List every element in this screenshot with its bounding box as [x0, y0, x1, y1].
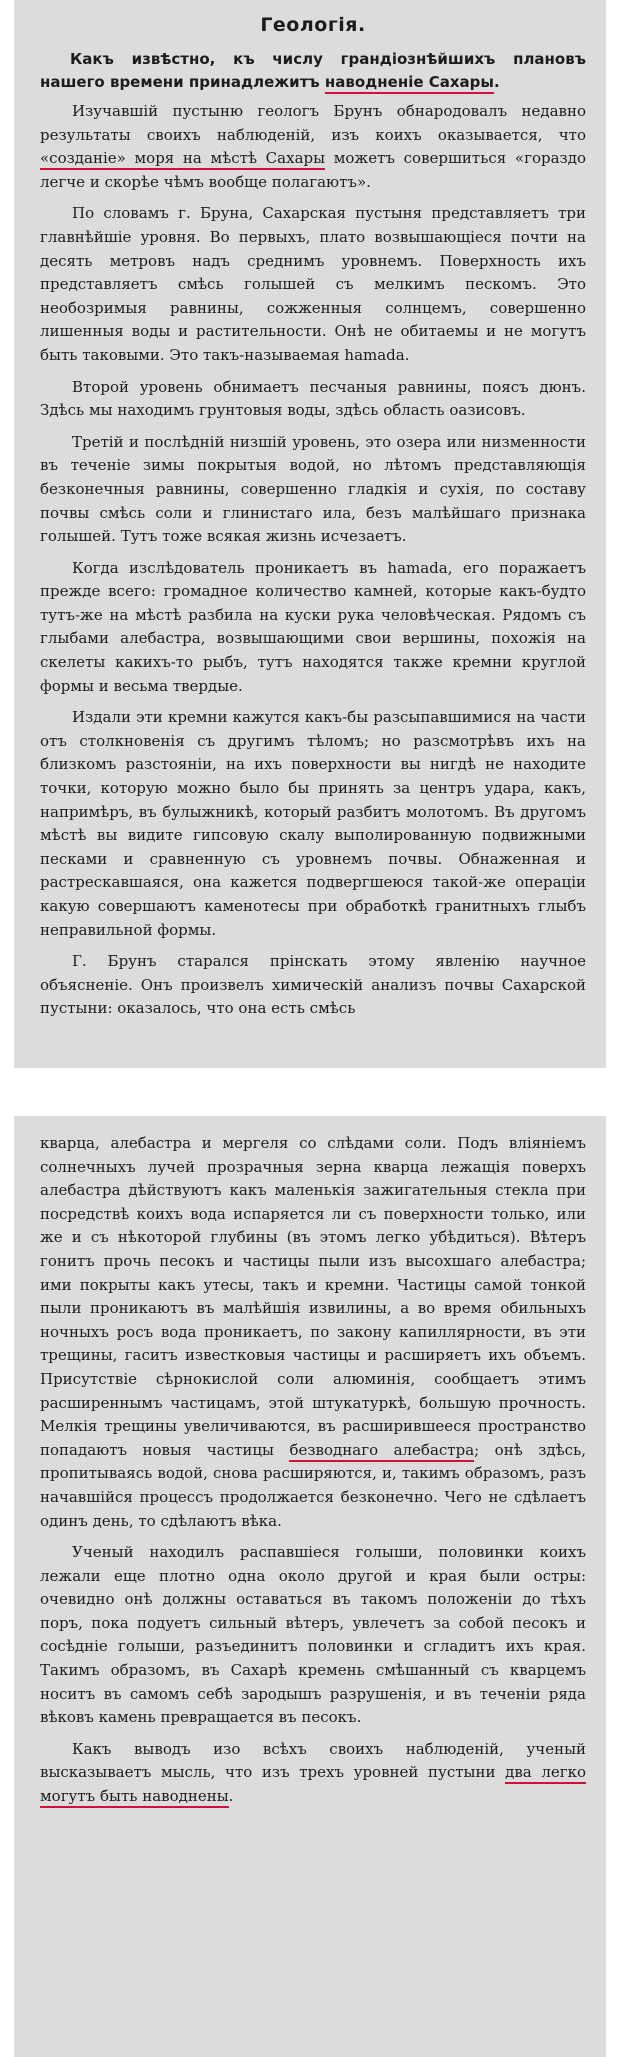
paragraph-8 — [40, 1132, 586, 1533]
paragraph-10-underlined-phrase: два легко могутъ быть наводнены — [40, 1763, 586, 1808]
paragraph-6: Издали эти кремни кажутся какъ-бы разсыпавшимися на части отъ столкновенія съ другимъ тѣломъ; но разсмотрѣвъ ихъ на близкомъ разстояніи, на ихъ поверхности вы нигдѣ не находите точки, которую можно было бы принять за центръ удара, какъ, напримѣръ, въ булыжникѣ, который разбитъ молотомъ. Въ другомъ мѣстѣ вы видите гипсовую скалу выполированную подвижными песками и сравненную съ уровнемъ почвы. Обнаженная и растрескавшаяся, она кажется подвергшеюся такой-же операціи какую совершаютъ каменотесы при обработкѣ гранитныхъ глыбъ неправильной формы. — [40, 708, 586, 939]
paragraph-8-before: кварца, алебастра и мергеля со слѣдами соли. Подъ вліяніемъ солнечныхъ лучей прозрачныя зерна кварца лежащія поверхъ алебастра дѣйствуютъ какъ маленькія зажигательныя стекла при посредствѣ коихъ вода испаряется ли съ поверхности только, или же и съ нѣкоторой глубины (въ этомъ легко убѣдиться). Вѣтеръ гонитъ прочь песокъ и частицы пыли изъ высохшаго алебастра; ими покрыты какъ утесы, такъ и кремни. Частицы самой тонкой пыли проникаютъ въ малѣйшія извилины, а во время обильныхъ ночныхъ росъ вода проникаетъ, по закону капиллярности, въ эти трещины, гаситъ известковыя частицы и расширяетъ ихъ объемъ. Присутствіе сѣрнокислой соли алюминія, сообщаетъ этимъ расширеннымъ частицамъ, этой штукатуркѣ, большую прочность. Мелкія трещины увеличиваются, въ расширившееся пространство попадаютъ новыя частицы — [40, 1134, 586, 1459]
paragraph-10-after: . — [228, 1787, 234, 1806]
paragraph-1-after: можетъ совершиться «гораздо легче и скорѣе чѣмъ вообще полагаютъ». — [40, 149, 586, 191]
paragraph-10 — [40, 1738, 586, 1809]
paragraph-1-before: Изучавшій пустыню геологъ Брунъ обнародовалъ недавно результаты своихъ наблюденій, изъ коихъ оказывается, что — [40, 102, 586, 144]
page-scan-1 — [14, 0, 606, 1068]
lead-text-after: . — [493, 73, 500, 91]
paragraph-8-after: ; онѣ здѣсь, пропитываясь водой, снова расширяются, и, такимъ образомъ, разъ начавшійся процессъ продолжается безконечно. Чего не сдѣлаетъ одинъ день, то сдѣлаютъ вѣка. — [40, 1440, 586, 1530]
article-lead — [40, 48, 586, 94]
paragraph-2: По словамъ г. Бруна, Сахарская пустыня представляетъ три главнѣйшіе уровня. Во первыхъ, плато возвышающіеся почти на десять метровъ надъ среднимъ уровнемъ. Поверхность ихъ представляетъ смѣсь голышей съ мелкимъ пескомъ. Это необозримыя равнины, сожженныя солнцемъ, совершенно лишенныя воды и растительности. Онѣ не обитаемы и не могутъ быть таковыми. Это такъ-называемая hamada. — [40, 204, 586, 364]
lead-text-before: Какъ извѣстно, къ числу грандіознѣйшихъ плановъ нашего времени принадлежитъ — [40, 50, 586, 91]
paragraph-8-underlined-phrase: безводнаго алебастра — [289, 1441, 474, 1462]
paragraph-4: Третій и послѣдній низшій уровень, это озера или низменности въ теченіе зимы покрытыя водой, но лѣтомъ представляющія безконечныя равнины, совершенно гладкія и сухія, по составу почвы смѣсь соли и глинистаго ила, безъ малѣйшаго признака голышей. Тутъ тоже всякая жизнь исчезаетъ. — [40, 432, 586, 546]
page-scan-2 — [14, 1116, 606, 2057]
paragraph-9: Ученый находилъ распавшіеся голыши, половинки коихъ лежали еще плотно одна около другой и края были остры: очевидно онѣ должны оставаться въ такомъ положеніи до тѣхъ поръ, пока подуетъ сильный вѣтеръ, увлечетъ за собой песокъ и сосѣдніе голыши, разъединитъ половинки и сгладитъ ихъ края. Такимъ образомъ, въ Сахарѣ кремень смѣшанный съ кварцемъ носитъ въ самомъ себѣ зародышъ разрушенія, и въ теченіи ряда вѣковъ камень превращается въ песокъ. — [40, 1543, 586, 1727]
paragraph-5: Когда изслѣдователь проникаетъ въ hamada, его поражаетъ прежде всего: громадное количество камней, которые какъ-будто тутъ-же на мѣстѣ разбила на куски рука человѣческая. Рядомъ съ глыбами алебастра, возвышающими свои вершины, похожія на скелеты какихъ-то рыбъ, тутъ находятся также кремни круглой формы и весьма твердые. — [40, 558, 586, 695]
paragraph-1-underlined-phrase: «созданіе» моря на мѣстѣ Сахары — [40, 149, 325, 170]
lead-underlined-phrase: наводненіе Сахары — [325, 73, 494, 94]
paragraph-3: Второй уровень обнимаетъ песчаныя равнины, поясъ дюнъ. Здѣсь мы находимъ грунтовыя воды, здѣсь область оазисовъ. — [40, 377, 586, 420]
article-title: Геологія. — [260, 14, 366, 36]
paragraph-7: Г. Брунъ старался прінскать этому явленію научное объясненіе. Онъ произвелъ химическій анализъ почвы Сахарской пустыни: оказалось, что она есть смѣсь — [40, 952, 586, 1018]
paragraph-1 — [40, 100, 586, 194]
paragraph-10-before: Какъ выводъ изо всѣхъ своихъ наблюденій, ученый высказываетъ мысль, что изъ трехъ уровней пустыни — [40, 1739, 586, 1782]
